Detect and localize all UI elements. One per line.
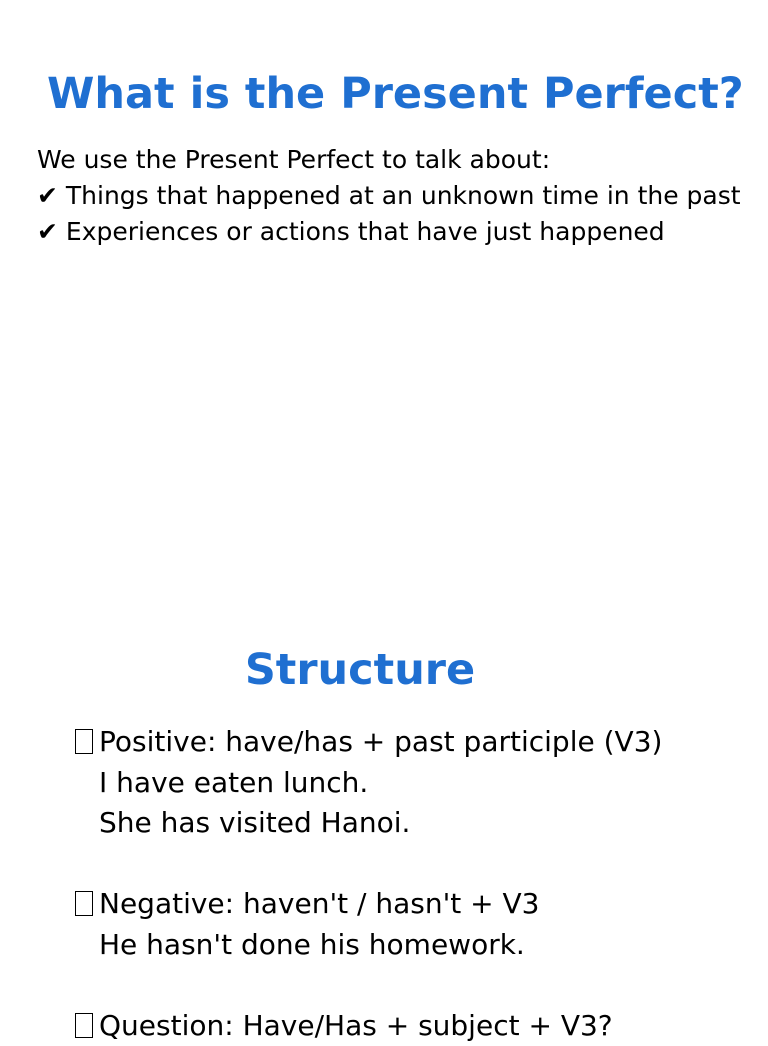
positive-example-1: I have eaten lunch. bbox=[75, 763, 662, 804]
intro-block bbox=[37, 142, 741, 250]
negative-example-1: He hasn't done his homework. bbox=[75, 925, 662, 966]
negative-label: Negative: haven't / hasn't + V3 bbox=[99, 887, 540, 920]
missing-glyph-box-icon bbox=[75, 1013, 93, 1038]
positive-rule bbox=[75, 722, 662, 763]
intro-point-unknown-time: ✔ Things that happened at an unknown time in the past bbox=[37, 178, 741, 214]
question-label: Question: Have/Has + subject + V3? bbox=[99, 1009, 613, 1042]
missing-glyph-box-icon bbox=[75, 729, 93, 754]
intro-lead: We use the Present Perfect to talk about: bbox=[37, 142, 741, 178]
spacer bbox=[75, 965, 662, 1006]
negative-rule bbox=[75, 884, 662, 925]
intro-point-experiences: ✔ Experiences or actions that have just happened bbox=[37, 214, 741, 250]
structure-title: Structure bbox=[0, 642, 720, 698]
positive-label: Positive: have/has + past participle (V3) bbox=[99, 725, 662, 758]
structure-list bbox=[75, 722, 662, 1046]
question-rule bbox=[75, 1006, 662, 1046]
spacer bbox=[75, 844, 662, 885]
positive-example-2: She has visited Hanoi. bbox=[75, 803, 662, 844]
missing-glyph-box-icon bbox=[75, 891, 93, 916]
page-title: What is the Present Perfect? bbox=[47, 66, 744, 122]
